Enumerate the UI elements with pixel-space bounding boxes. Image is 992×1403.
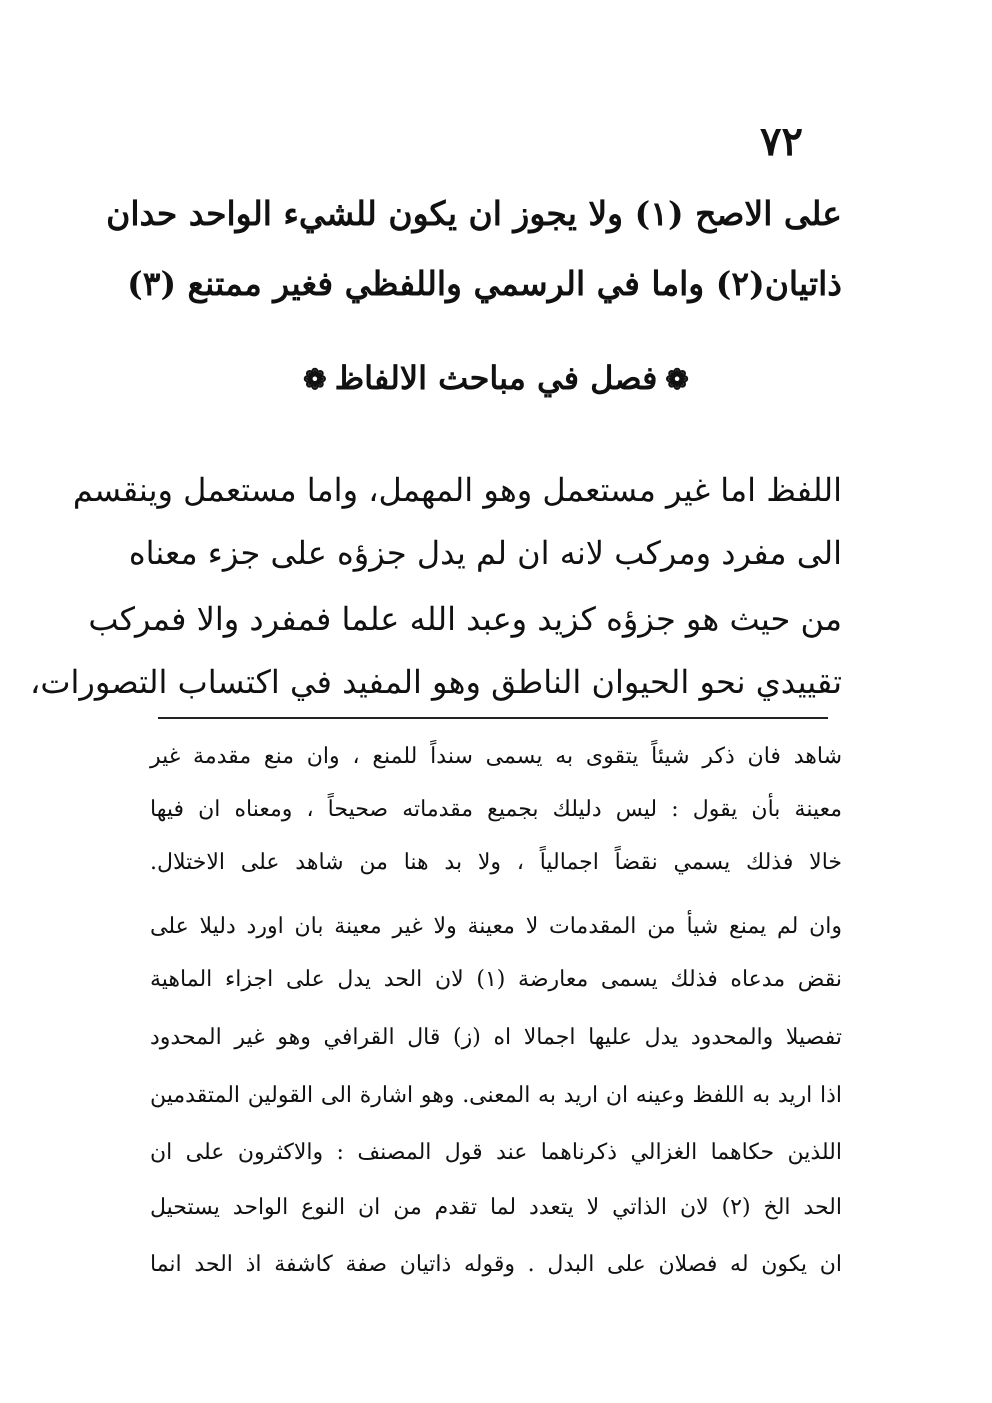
section-title: فصل في مباحث الالفاظ bbox=[334, 359, 658, 397]
text-line: اللفظ اما غير مستعمل وهو المهمل، واما مستعمل وينقسم bbox=[72, 471, 842, 509]
footnote-line: اللذين حكاهما الغزالي ذكرناهما عند قول المصنف : والاكثرون على ان bbox=[150, 1140, 842, 1165]
text-line: على الاصح (١) ولا يجوز ان يكون للشيء الواحد حدان bbox=[106, 194, 842, 233]
ornament-icon: ❁ bbox=[665, 363, 689, 396]
page-number: ٧٢ bbox=[760, 118, 803, 165]
section-heading bbox=[150, 350, 842, 408]
footnote-line: اذا اريد به اللفظ وعينه ان اريد به المعنى. وهو اشارة الى القولين المتقدمين bbox=[150, 1083, 842, 1108]
text-line: الى مفرد ومركب لانه ان لم يدل جزؤه على جزء معناه bbox=[128, 534, 842, 572]
ornament-icon: ❁ bbox=[303, 363, 327, 396]
text-line: ذاتيان(٢) واما في الرسمي واللفظي فغير ممتنع (٣) bbox=[127, 264, 842, 303]
footnote-line: تفصيلا والمحدود يدل عليها اجمالا اه (ز) قال القرافي وهو غير المحدود bbox=[150, 1025, 842, 1050]
footnote-line: وان لم يمنع شيأ من المقدمات لا معينة ولا غير معينة بان اورد دليلا على bbox=[150, 914, 842, 939]
text-line: تقييدي نحو الحيوان الناطق وهو المفيد في اكتساب التصورات، bbox=[30, 663, 842, 701]
footnote-line: شاهد فان ذكر شيئاً يتقوى به يسمى سنداً للمنع ، وان منع مقدمة غير bbox=[150, 744, 842, 769]
footnote-line: ان يكون له فصلان على البدل . وقوله ذاتيان صفة كاشفة اذ الحد انما bbox=[150, 1252, 842, 1277]
footnote-line: نقض مدعاه فذلك يسمى معارضة (١) لان الحد يدل على اجزاء الماهية bbox=[150, 967, 842, 992]
footnote-line: خالا فذلك يسمي نقضاً اجمالياً ، ولا بد هنا من شاهد على الاختلال. bbox=[150, 850, 842, 875]
text-line: من حيث هو جزؤه كزيد وعبد الله علما فمفرد والا فمركب bbox=[88, 600, 842, 638]
footnote-line: معينة بأن يقول : ليس دليلك بجميع مقدماته صحيحاً ، ومعناه ان فيها bbox=[150, 797, 842, 822]
footnote-divider bbox=[158, 717, 828, 719]
footnote-line: الحد الخ (٢) لان الذاتي لا يتعدد لما تقدم من ان النوع الواحد يستحيل bbox=[150, 1195, 842, 1220]
